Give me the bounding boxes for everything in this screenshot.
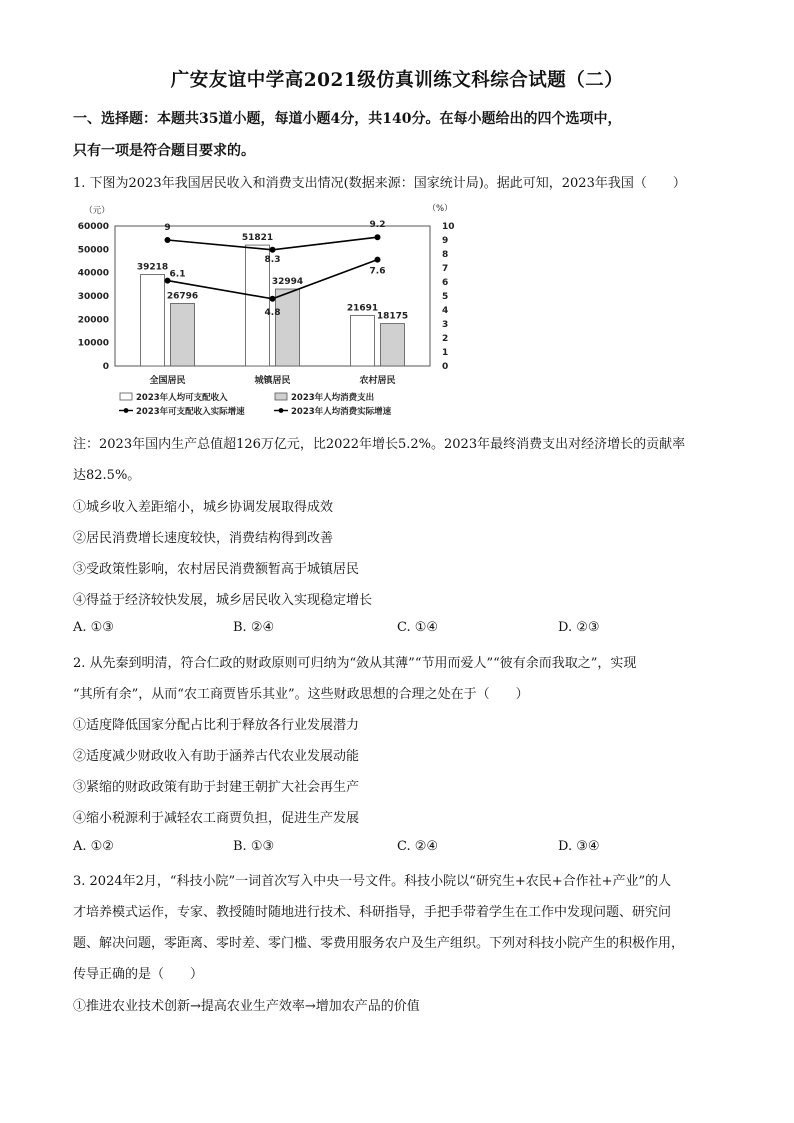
q1-option-a[interactable]: A. ①③ xyxy=(73,620,114,635)
category-label: 农村居民 xyxy=(359,376,396,386)
q3-stem-line-2: 才培养模式运作，专家、教授随时随地进行技术、科研指导，手把手带着学生在工作中发现问题、研究问 xyxy=(73,905,672,920)
point-value-label: 8.3 xyxy=(264,254,281,265)
y-right-tick-label: 5 xyxy=(442,292,449,302)
point-value-label: 7.6 xyxy=(369,266,386,277)
point-value-label: 9 xyxy=(164,223,171,233)
series-point xyxy=(375,234,381,240)
bar xyxy=(171,303,195,366)
q2-option-a[interactable]: A. ①② xyxy=(73,839,114,854)
q2-option-b[interactable]: B. ①③ xyxy=(233,839,275,854)
q2-option-c[interactable]: C. ②④ xyxy=(397,839,439,854)
bar-value-label: 39218 xyxy=(136,262,169,273)
q3-item-1: ①推进农业技术创新→提高农业生产效率→增加农产品的价值 xyxy=(73,999,420,1014)
q2-item-4: ④缩小税源利于减轻农工商贾负担，促进生产发展 xyxy=(73,811,360,826)
q3-stem-line-4: 传导正确的是（ ） xyxy=(73,967,204,982)
q1-note-line-2: 达82.5%。 xyxy=(73,468,141,483)
legend-swatch xyxy=(275,393,287,400)
q2-stem-line-1: 2. 从先秦到明清，符合仁政的财政原则可归纳为“敛从其薄”“节用而爱人”“彼有余而我取之”，实现 xyxy=(73,656,637,671)
y-left-tick-label: 10000 xyxy=(77,338,109,349)
series-point xyxy=(270,296,276,302)
section-heading-line-1: 一、选择题：本题共35道小题，每道小题4分，共140分。在每小题给出的四个选项中， xyxy=(73,111,622,127)
y-right-unit: （%） xyxy=(427,204,453,214)
bar-value-label: 21691 xyxy=(346,303,379,314)
q1-item-2: ②居民消费增长速度较快，消费结构得到改善 xyxy=(73,531,334,546)
legend-label: 2023年人均消费实际增速 xyxy=(291,407,392,417)
bar-value-label: 26796 xyxy=(166,291,199,302)
q2-item-3: ③紧缩的财政政策有助于封建王朝扩大社会再生产 xyxy=(73,780,360,795)
point-value-label: 9.2 xyxy=(369,220,386,231)
y-left-tick-label: 30000 xyxy=(77,292,109,302)
legend-label: 2023年可支配收入实际增速 xyxy=(136,407,245,417)
income-consumption-chart xyxy=(60,198,480,426)
y-right-tick-label: 9 xyxy=(442,236,449,246)
category-label: 城镇居民 xyxy=(254,376,291,386)
y-right-tick-label: 1 xyxy=(442,348,449,358)
legend-label: 2023年人均消费支出 xyxy=(291,393,375,403)
q1-stem: 1. 下图为2023年我国居民收入和消费支出情况(数据来源：国家统计局)。据此可知，2023年我国（ ） xyxy=(73,176,686,191)
q3-stem-line-1: 3. 2024年2月，“科技小院”一词首次写入中央一号文件。科技小院以“研究生+农民+合作社+产业”的人 xyxy=(73,874,672,889)
q1-item-4: ④得益于经济较快发展，城乡居民收入实现稳定增长 xyxy=(73,593,373,608)
q1-item-3: ③受政策性影响，农村居民消费额暂高于城镇居民 xyxy=(73,562,360,577)
y-right-tick-label: 3 xyxy=(442,320,449,330)
y-left-tick-label: 40000 xyxy=(77,268,109,279)
y-right-tick-label: 0 xyxy=(442,362,449,372)
section-heading-line-2: 只有一项是符合题目要求的。 xyxy=(73,143,255,159)
y-right-tick-label: 7 xyxy=(442,264,449,274)
y-left-tick-label: 0 xyxy=(102,362,109,372)
q2-item-1: ①适度降低国家分配占比利于释放各行业发展潜力 xyxy=(73,718,360,733)
q1-option-d[interactable]: D. ②③ xyxy=(558,620,600,635)
series-point xyxy=(375,257,381,263)
bar xyxy=(141,274,165,366)
y-right-tick-label: 4 xyxy=(442,306,449,316)
bar xyxy=(351,315,375,366)
series-point xyxy=(270,247,276,253)
bar-value-label: 32994 xyxy=(271,277,304,288)
legend-swatch xyxy=(120,393,132,400)
y-right-tick-label: 10 xyxy=(442,222,455,232)
q3-stem-line-3: 题、解决问题，零距离、零时差、零门槛、零费用服务农户及生产组织。下列对科技小院产生的积极作用， xyxy=(73,936,685,951)
bar xyxy=(276,289,300,366)
category-label: 全国居民 xyxy=(149,376,186,386)
point-value-label: 4.8 xyxy=(264,307,281,318)
series-point xyxy=(165,237,171,243)
legend-swatch-marker xyxy=(279,408,284,413)
point-value-label: 6.1 xyxy=(169,269,186,280)
legend-label: 2023年人均可支配收入 xyxy=(136,393,228,403)
bar-value-label: 18175 xyxy=(376,311,409,322)
q2-item-2: ②适度减少财政收入有助于涵养古代农业发展动能 xyxy=(73,749,360,764)
bar xyxy=(381,324,405,366)
y-left-unit: （元） xyxy=(84,206,110,216)
q2-stem-line-2: “其所有余”，从而“农工商贾皆乐其业”。这些财政思想的合理之处在于（ ） xyxy=(73,687,529,702)
y-right-tick-label: 6 xyxy=(442,278,449,288)
bar-value-label: 51821 xyxy=(241,233,274,244)
q1-option-c[interactable]: C. ①④ xyxy=(397,620,439,635)
q2-option-d[interactable]: D. ③④ xyxy=(558,839,600,854)
legend-swatch-marker xyxy=(124,408,129,413)
q1-option-b[interactable]: B. ②④ xyxy=(233,620,275,635)
y-left-tick-label: 50000 xyxy=(77,245,109,256)
y-left-tick-label: 20000 xyxy=(77,315,109,326)
y-right-tick-label: 8 xyxy=(442,250,449,260)
q1-item-1: ①城乡收入差距缩小，城乡协调发展取得成效 xyxy=(73,500,334,515)
page-title: 广安友谊中学高2021级仿真训练文科综合试题（二） xyxy=(170,70,624,91)
y-left-tick-label: 60000 xyxy=(77,222,109,232)
y-right-tick-label: 2 xyxy=(442,334,449,344)
q1-note-line-1: 注：2023年国内生产总值超126万亿元，比2022年增长5.2%。2023年最终消费支出对经济增长的贡献率 xyxy=(73,437,686,452)
